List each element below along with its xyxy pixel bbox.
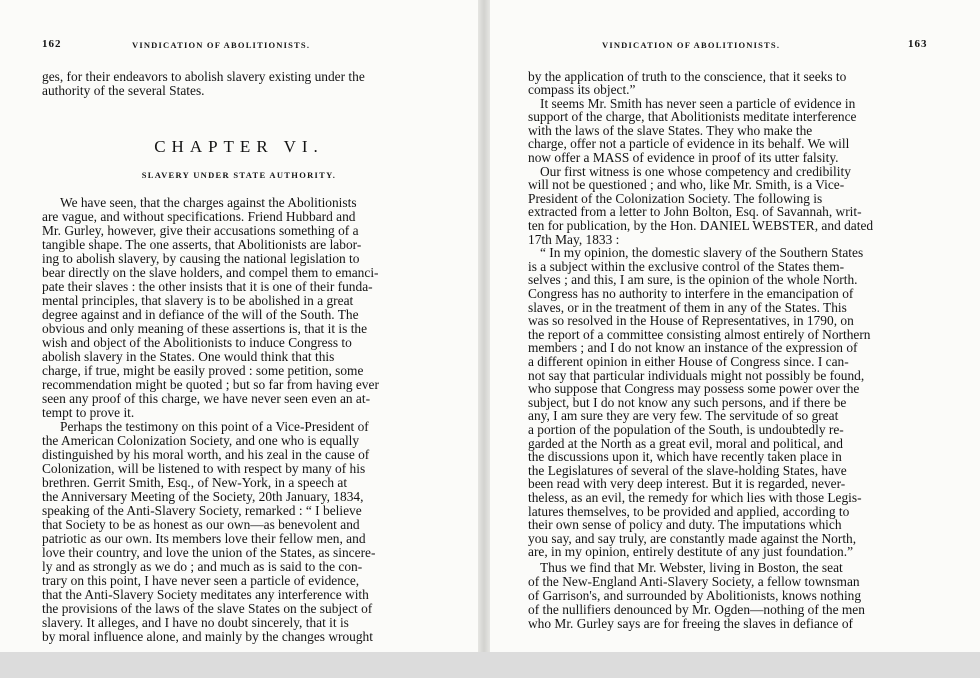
text-line: charge, offer not a particle of evidence in its behalf. We will — [528, 136, 850, 151]
text-line: theless, as an evil, the remedy for which lies with those Legis- — [528, 490, 862, 505]
text-line: slaves, or in the treatment of them in any of the States. This — [528, 300, 847, 315]
chapter-title: CHAPTER VI. — [154, 137, 324, 156]
text-line: now offer a MASS of evidence in proof of its utter falsity. — [528, 150, 839, 165]
text-line: ly and as strongly as we do ; and much as is said to the con- — [42, 559, 363, 574]
text-line: obvious and only meaning of these assertions is, that it is the — [42, 321, 368, 336]
text-line: ten for publication, by the Hon. DANIEL WEBSTER, and dated — [528, 218, 874, 233]
text-line: It seems Mr. Smith has never seen a particle of evidence in — [540, 96, 856, 111]
text-line: who Mr. Gurley says are for freeing the slaves in defiance of — [528, 616, 853, 631]
right-page-number: 163 — [908, 38, 928, 50]
text-line: pate their slaves : the other insists that it is one of their funda- — [42, 279, 373, 294]
text-line: patriotic as our own. Its members love their fellow men, and — [42, 531, 366, 546]
text-line: slavery. It alleges, and I have no doubt sincerely, that it is — [42, 615, 349, 630]
text-line: of the nullifiers denounced by Mr. Ogden—nothing of the men — [528, 602, 865, 617]
text-line: Perhaps the testimony on this point of a Vice-President of — [60, 419, 369, 434]
text-line: any, I am sure they are very few. The servitude of so great — [528, 408, 839, 423]
text-line: ges, for their endeavors to abolish slavery existing under the — [42, 69, 365, 84]
text-line: who suppose that Congress may possess some power over the — [528, 381, 860, 396]
text-line: the report of a committee consisting almost entirely of Northern — [528, 327, 871, 342]
right-running-head: VINDICATION OF ABOLITIONISTS. — [602, 40, 781, 50]
text-line: distinguished by his moral worth, and his zeal in the cause of — [42, 447, 370, 462]
text-line: mental principles, that slavery is to be abolished in a great — [42, 293, 354, 308]
text-line: President of the Colonization Society. The following is — [528, 191, 823, 206]
left-page-number: 162 — [42, 38, 62, 50]
text-line: authority of the several States. — [42, 83, 205, 98]
text-line: by moral influence alone, and mainly by the changes wrought — [42, 629, 373, 644]
book-gutter — [478, 0, 490, 652]
text-line: wish and object of the Abolitionists to induce Congress to — [42, 335, 352, 350]
text-line: are vague, and without specifications. Friend Hubbard and — [42, 209, 356, 224]
text-line: support of the charge, that Abolitionists meditate interference — [528, 109, 857, 124]
text-line: seen any proof of this charge, we have never seen even an at- — [42, 391, 371, 406]
text-line: the Anniversary Meeting of the Society, 20th January, 1834, — [42, 489, 364, 504]
text-line: not say that particular individuals might not possibly be found, — [528, 368, 865, 383]
text-line: their own sense of policy and duty. The imputations which — [528, 517, 842, 532]
text-line: was so resolved in the House of Representatives, in 1790, on — [528, 313, 854, 328]
text-line: We have seen, that the charges against the Abolitionists — [60, 195, 357, 210]
text-line: Our first witness is one whose competency and credibility — [540, 164, 851, 179]
right-page — [490, 0, 980, 652]
text-line: Colonization, will be listened to with respect by many of his — [42, 461, 366, 476]
left-running-head: VINDICATION OF ABOLITIONISTS. — [132, 40, 311, 50]
text-line: the provisions of the laws of the slave States on the subject of — [42, 601, 373, 616]
text-line: of the New-England Anti-Slavery Society, a fellow townsman — [528, 574, 860, 589]
text-line: a portion of the population of the South, is undoubtedly re- — [528, 422, 844, 437]
left-page — [0, 0, 478, 652]
text-line: extracted from a letter to John Bolton, Esq. of Savannah, writ- — [528, 204, 862, 219]
text-line: the American Colonization Society, and one who is equally — [42, 433, 360, 448]
text-line: tempt to prove it. — [42, 405, 135, 420]
text-line: that Society to be as honest as our own—as benevolent and — [42, 517, 360, 532]
text-line: charge, if true, might be easily proved : some petition, some — [42, 363, 364, 378]
text-line: “ In my opinion, the domestic slavery of the Southern States — [540, 245, 864, 260]
text-line: 17th May, 1833 : — [528, 232, 620, 247]
text-line: love their country, and love the union of the States, as sincere- — [42, 545, 376, 560]
text-line: subject, but I do not know any such persons, and if there be — [528, 395, 847, 410]
text-line: are, in my opinion, entirely destitute of any just foundation.” — [528, 544, 854, 559]
text-line: compass its object.” — [528, 82, 636, 97]
text-line: speaking of the Anti-Slavery Society, remarked : “ I believe — [42, 503, 362, 518]
text-line: a different opinion in either House of Congress since. I can- — [528, 354, 849, 369]
text-line: the Legislatures of several of the slave-holding States, have — [528, 463, 847, 478]
text-line: will not be questioned ; and who, like Mr. Smith, is a Vice- — [528, 177, 845, 192]
text-line: with the laws of the slave States. They who make the — [528, 123, 813, 138]
text-line: the discussions upon it, which have recently taken place in — [528, 449, 842, 464]
text-line: by the application of truth to the conscience, that it seeks to — [528, 69, 847, 84]
text-line: of Garrison's, and surrounded by Abolitionists, knows nothing — [528, 588, 862, 603]
text-line: garded at the North as a great evil, moral and political, and — [528, 436, 843, 451]
text-line: ing to abolish slavery, by causing the national legislation to — [42, 251, 360, 266]
text-line: degree against and in defiance of the will of the South. The — [42, 307, 359, 322]
text-line: is a subject within the exclusive control of the States them- — [528, 259, 845, 274]
text-line: Mr. Gurley, however, give their accusations something of a — [42, 223, 359, 238]
text-line: bear directly on the slave holders, and compel them to emanci- — [42, 265, 379, 280]
text-line: brethren. Gerrit Smith, Esq., of New-York, in a speech at — [42, 475, 348, 490]
text-line: Congress has no authority to interfere in the emancipation of — [528, 286, 854, 301]
text-line: latures themselves, to be provided and applied, according to — [528, 504, 850, 519]
scan-bottom-margin — [0, 652, 980, 678]
text-line: Thus we find that Mr. Webster, living in Boston, the seat — [540, 560, 843, 575]
text-line: selves ; and this, I am sure, is the opinion of the whole North. — [528, 272, 858, 287]
text-line: abolish slavery in the States. One would think that this — [42, 349, 335, 364]
text-line: you say, and say truly, are constantly made against the North, — [528, 531, 857, 546]
section-heading: SLAVERY UNDER STATE AUTHORITY. — [141, 170, 337, 180]
text-line: members ; and I do not know an instance of the expression of — [528, 340, 858, 355]
text-line: been read with very deep interest. But it is regarded, never- — [528, 476, 846, 491]
text-line: recommendation might be quoted ; but so far from having ever — [42, 377, 379, 392]
text-line: trary on this point, I have never seen a particle of evidence, — [42, 573, 360, 588]
text-line: that the Anti-Slavery Society meditates any interference with — [42, 587, 369, 602]
text-line: tangible shape. The one asserts, that Abolitionists are labor- — [42, 237, 362, 252]
